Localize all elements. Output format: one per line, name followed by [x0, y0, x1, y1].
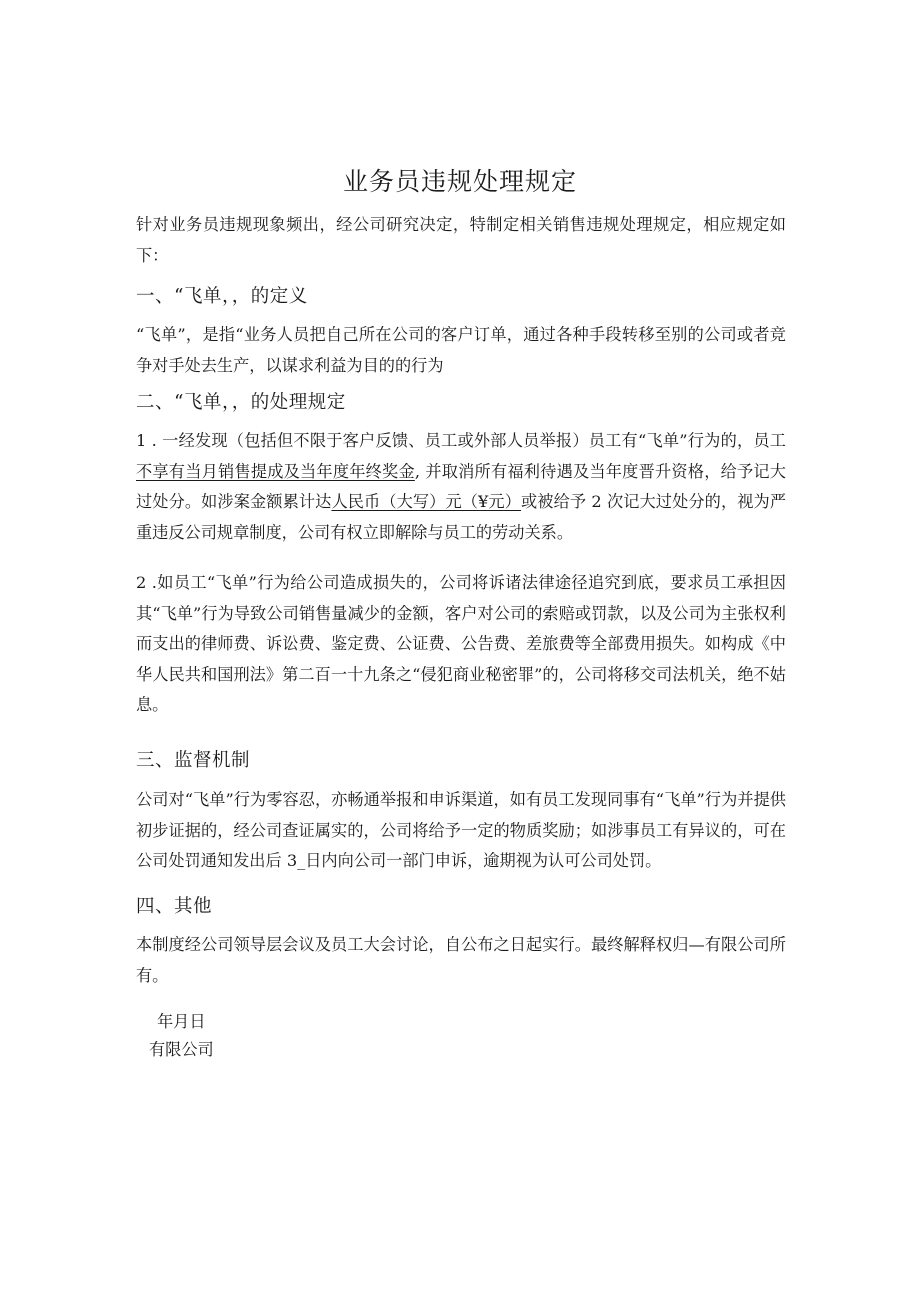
section1-body: “飞单”，是指“业务人员把自己所在公司的客户订单，通过各种手段转移至别的公司或者竞争对手处去生产，以谋求利益为目的的行为 — [136, 325, 786, 375]
item1-text-a: 1 . 一经发现（包括但不限于客户反馈、员工或外部人员举报）员工有“飞单”行为的，员工 — [136, 431, 786, 450]
section2-heading: 二、“飞单，，的处理规定 — [136, 392, 346, 413]
section3-body: 公司对“飞单”行为零容忍，亦畅通举报和申诉渠道，如有员工发现同事有“飞单”行为并提供初步证据的，经公司查证属实的，公司将给予一定的物质奖励；如涉事员工有异议的，可在公司处罚通知发出后 3_日内向公司一部门申诉，逾期视为认可公司处罚。 — [136, 790, 786, 870]
section1-heading: 一、“飞单，，的定义 — [136, 286, 308, 307]
section3-heading: 三、监督机制 — [136, 750, 251, 771]
signature-company: 有限公司 — [149, 1040, 214, 1059]
section4-heading: 四、其他 — [136, 896, 213, 917]
signature-date: 年月日 — [157, 1012, 206, 1031]
item1-text-c: 或被给予 2 次记大过处分的，视为严重违反公司规章制度，公司有权立即解除与员工的劳动关系。 — [136, 492, 787, 542]
document-title: 业务员违规处理规定 — [342, 167, 577, 196]
item1-underline-amount: 人民币（大写）元（¥元） — [331, 492, 522, 511]
section2-item1 — [136, 426, 786, 548]
section4-body: 本制度经公司领导层会议及员工大会讨论，自公布之日起实行。最终解释权归—有限公司所有。 — [136, 935, 786, 985]
section2-item2: 2 .如员工“飞单”行为给公司造成损失的，公司将诉诸法律途径追究到底，要求员工承担因其“飞单”行为导致公司销售量减少的金额，客户对公司的索赔或罚款，以及公司为主张权利而支出的律师费、诉讼费、鉴定费、公证费、公告费、差旅费等全部费用损失。如构成《中华人民共和国刑法》第二百一十九条之“侵犯商业秘密罪”的，公司将移交司法机关，绝不姑息。 — [136, 573, 786, 714]
item1-text-b: , 并取消所有福利待遇及当年度晋升资格，给予记大过处分。如涉案金额累计达 — [136, 461, 786, 511]
intro-paragraph: 针对业务员违规现象频出，经公司研究决定，特制定相关销售违规处理规定，相应规定如下： — [136, 215, 786, 265]
item1-underline-bonus: 不享有当月销售提成及当年度年终奖金 — [136, 461, 415, 481]
